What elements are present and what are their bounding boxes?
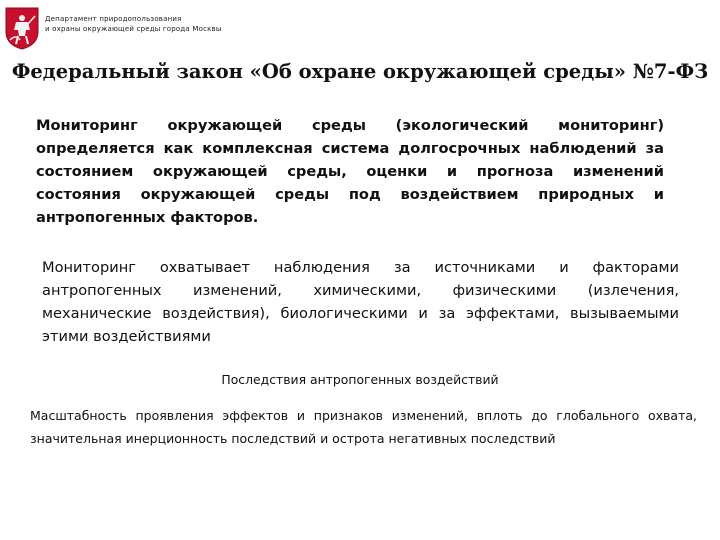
definition-paragraph: Мониторинг окружающей среды (экологический мониторинг) определяется как комплексная система долгосрочных наблюдений за состоянием окружающей среды, оценки и прогноза изменений состояния окружающей среды под воздействием природных и антропогенных факторов. <box>36 117 664 226</box>
department-line-1: Департамент природопользования <box>45 15 182 23</box>
consequences-paragraph: Масштабность проявления эффектов и признаков изменений, вплоть до глобального охвата, значительная инерционность последствий и острота негативных последствий <box>30 408 697 446</box>
department-line-2: и охраны окружающей среды города Москвы <box>45 25 222 33</box>
consequences-heading: Последствия антропогенных воздействий <box>221 372 499 387</box>
moscow-coat-of-arms-icon <box>4 6 40 50</box>
page-title: Федеральный закон «Об охране окружающей среды» №7-ФЗ <box>11 60 709 83</box>
scope-paragraph: Мониторинг охватывает наблюдения за источниками и факторами антропогенных изменений, химическими, физическими (излечения, механические воздействия), биологическими и за эффектами, вызываемыми этими воздействиями <box>42 259 679 345</box>
department-name <box>45 14 222 34</box>
